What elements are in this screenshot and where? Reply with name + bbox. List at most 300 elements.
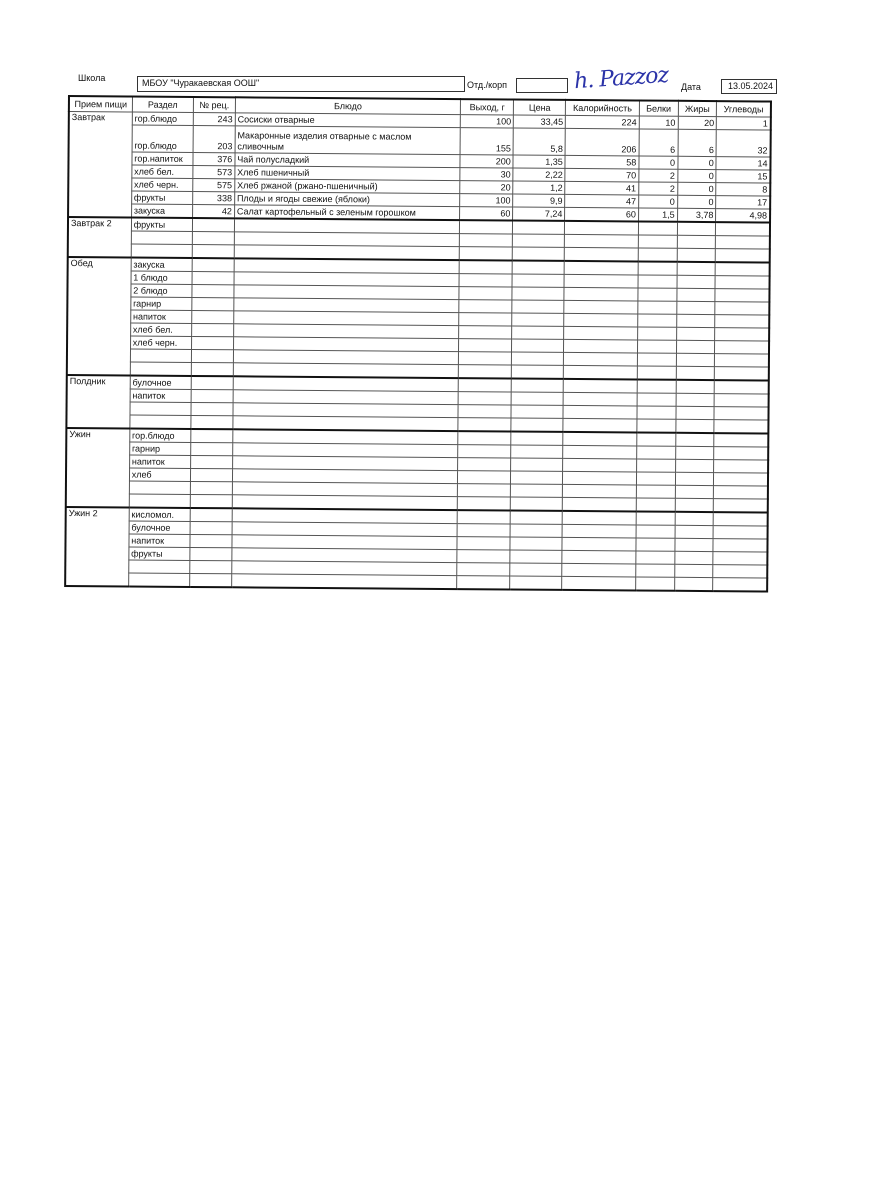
protein-cell xyxy=(636,498,675,512)
carbs-cell xyxy=(713,526,767,539)
protein-cell xyxy=(636,485,675,498)
section-cell: фрукты xyxy=(129,547,190,560)
section-cell: гарнир xyxy=(131,297,192,310)
col-header-output: Выход, г xyxy=(461,99,514,115)
price-cell xyxy=(512,365,564,379)
output-cell xyxy=(458,378,511,392)
price-cell: 7,24 xyxy=(513,207,565,221)
carbs-cell xyxy=(715,341,769,354)
price-cell xyxy=(512,287,564,300)
dish-cell: Макаронные изделия отварные с маслом сливочным xyxy=(235,126,461,155)
carbs-cell xyxy=(715,315,769,328)
calories-cell xyxy=(562,524,636,538)
carbs-cell: 32 xyxy=(716,130,770,157)
section-cell: 1 блюдо xyxy=(131,271,192,284)
protein-cell xyxy=(635,577,674,591)
department-field[interactable] xyxy=(516,78,568,93)
recipe-number-cell xyxy=(190,481,232,494)
col-header-section: Раздел xyxy=(132,97,193,113)
protein-cell xyxy=(638,275,677,288)
price-cell: 2,22 xyxy=(513,168,565,181)
section-cell: фрукты xyxy=(131,191,192,204)
school-label: Школа xyxy=(78,73,106,83)
fat-cell xyxy=(677,248,716,262)
col-header-dish: Блюдо xyxy=(235,97,461,114)
fat-cell xyxy=(677,262,716,276)
fat-cell xyxy=(676,366,715,380)
recipe-number-cell xyxy=(190,573,232,587)
fat-cell xyxy=(674,551,713,564)
recipe-number-cell xyxy=(192,231,234,244)
protein-cell xyxy=(638,221,677,235)
price-cell xyxy=(511,431,563,445)
fat-cell xyxy=(675,538,714,551)
protein-cell xyxy=(636,564,675,577)
section-cell: фрукты xyxy=(131,218,192,232)
price-cell: 33,45 xyxy=(514,115,566,128)
recipe-number-cell xyxy=(190,521,232,534)
fat-cell xyxy=(676,327,715,340)
dish-cell xyxy=(231,574,457,589)
price-cell xyxy=(511,497,563,511)
output-cell: 100 xyxy=(461,115,514,128)
section-cell xyxy=(131,244,192,258)
recipe-number-cell xyxy=(192,244,234,258)
output-cell xyxy=(459,300,512,313)
calories-cell xyxy=(564,339,638,353)
dish-cell: Плоды и ягоды свежие (яблоки) xyxy=(234,192,460,207)
calories-cell xyxy=(563,497,637,511)
fat-cell xyxy=(676,340,715,353)
calories-cell: 41 xyxy=(565,181,639,195)
section-cell: напиток xyxy=(130,389,191,402)
dish-cell: Салат картофельный с зеленым горошком xyxy=(234,205,460,220)
fat-cell xyxy=(675,498,714,512)
fat-cell xyxy=(677,222,716,236)
recipe-number-cell xyxy=(191,415,233,429)
recipe-number-cell xyxy=(191,376,233,390)
calories-cell xyxy=(563,471,637,485)
dish-cell: Сосиски отварные xyxy=(235,113,461,128)
calories-cell xyxy=(565,234,639,248)
calories-cell: 224 xyxy=(566,115,640,129)
calories-cell xyxy=(564,261,638,275)
output-cell xyxy=(458,392,511,405)
fat-cell xyxy=(676,301,715,314)
output-cell xyxy=(459,339,512,352)
protein-cell xyxy=(638,261,677,275)
calories-cell: 47 xyxy=(565,194,639,208)
output-cell: 100 xyxy=(460,194,513,207)
section-cell xyxy=(128,560,189,573)
price-cell xyxy=(511,471,563,484)
protein-cell xyxy=(636,551,675,564)
output-cell: 30 xyxy=(460,168,513,181)
output-cell xyxy=(457,550,510,563)
fat-cell xyxy=(675,485,714,498)
date-label: Дата xyxy=(681,82,701,92)
recipe-number-cell: 243 xyxy=(193,112,235,125)
carbs-cell: 8 xyxy=(716,183,770,196)
col-header-meal: Прием пищи xyxy=(69,96,132,112)
recipe-number-cell xyxy=(192,323,234,336)
section-cell xyxy=(130,415,191,429)
recipe-number-cell xyxy=(190,547,232,560)
price-cell xyxy=(513,220,565,234)
protein-cell xyxy=(637,419,676,433)
recipe-number-cell xyxy=(190,468,232,481)
recipe-number-cell xyxy=(192,271,234,284)
fat-cell xyxy=(675,512,714,526)
fat-cell xyxy=(676,380,715,394)
fat-cell xyxy=(675,525,714,538)
calories-cell xyxy=(564,300,638,314)
carbs-cell xyxy=(715,328,769,341)
carbs-cell xyxy=(715,302,769,315)
price-cell xyxy=(510,563,562,576)
output-cell xyxy=(459,274,512,287)
fat-cell: 0 xyxy=(677,169,716,182)
price-cell xyxy=(513,234,565,247)
col-header-calories: Калорийность xyxy=(566,100,640,116)
carbs-cell: 15 xyxy=(716,170,770,183)
recipe-number-cell xyxy=(191,349,233,362)
protein-cell xyxy=(636,511,675,525)
section-cell: хлеб бел. xyxy=(132,165,193,178)
fat-cell: 0 xyxy=(678,156,717,169)
recipe-number-cell xyxy=(192,218,234,232)
recipe-number-cell xyxy=(191,442,233,455)
price-cell xyxy=(512,326,564,339)
carbs-cell xyxy=(716,236,770,249)
output-cell xyxy=(458,471,511,484)
recipe-number-cell xyxy=(191,336,233,349)
section-cell: гор.напиток xyxy=(132,152,193,165)
output-cell: 200 xyxy=(460,155,513,168)
meal-name-cell: Полдник xyxy=(66,375,130,428)
carbs-cell xyxy=(714,394,768,407)
section-cell: булочное xyxy=(129,521,190,534)
protein-cell xyxy=(636,525,675,538)
calories-cell xyxy=(563,405,637,419)
carbs-cell xyxy=(715,367,769,381)
protein-cell: 2 xyxy=(639,182,678,195)
output-cell xyxy=(458,431,511,445)
department-label: Отд./корп xyxy=(467,80,507,90)
price-cell xyxy=(511,484,563,497)
recipe-number-cell xyxy=(192,310,234,323)
calories-cell xyxy=(564,379,638,393)
recipe-number-cell xyxy=(192,297,234,310)
section-cell: гор.блюдо xyxy=(132,112,193,125)
carbs-cell xyxy=(714,473,768,486)
protein-cell xyxy=(637,327,676,340)
section-cell: хлеб черн. xyxy=(131,178,192,191)
calories-cell: 206 xyxy=(565,128,639,156)
protein-cell: 10 xyxy=(639,116,678,129)
recipe-number-cell xyxy=(192,284,234,297)
calories-cell xyxy=(564,274,638,288)
recipe-number-cell xyxy=(191,429,233,443)
fat-cell xyxy=(675,433,714,447)
price-cell xyxy=(513,247,565,261)
calories-cell: 60 xyxy=(565,207,639,221)
output-cell xyxy=(457,576,510,590)
recipe-number-cell xyxy=(190,508,232,522)
protein-cell: 2 xyxy=(639,169,678,182)
carbs-cell xyxy=(713,539,767,552)
output-cell xyxy=(459,326,512,339)
price-cell xyxy=(512,274,564,287)
dish-cell: Хлеб пшеничный xyxy=(235,166,461,181)
calories-cell xyxy=(564,365,638,379)
protein-cell xyxy=(636,446,675,459)
meal-name-cell: Завтрак 2 xyxy=(68,217,132,257)
calories-cell xyxy=(564,313,638,327)
recipe-number-cell: 575 xyxy=(193,178,235,191)
output-cell xyxy=(458,405,511,418)
calories-cell xyxy=(564,352,638,366)
carbs-cell xyxy=(714,486,768,499)
protein-cell xyxy=(636,459,675,472)
fat-cell xyxy=(674,577,713,591)
section-cell: хлеб бел. xyxy=(130,323,191,336)
section-cell xyxy=(130,362,191,376)
date-field[interactable]: 13.05.2024 xyxy=(721,79,777,94)
section-cell: напиток xyxy=(129,534,190,547)
meal-name-cell: Ужин 2 xyxy=(65,507,129,586)
price-cell: 9,9 xyxy=(513,194,565,207)
col-header-protein: Белки xyxy=(639,100,678,116)
price-cell xyxy=(512,352,564,365)
section-cell: кисломол. xyxy=(129,507,190,521)
carbs-cell xyxy=(714,420,768,434)
protein-cell: 0 xyxy=(639,156,678,169)
menu-table xyxy=(64,95,772,593)
protein-cell xyxy=(637,366,676,380)
output-cell xyxy=(458,445,511,458)
section-cell: закуска xyxy=(131,257,192,271)
carbs-cell xyxy=(715,380,769,394)
output-cell xyxy=(458,497,511,511)
section-cell: гор.блюдо xyxy=(132,125,193,152)
fat-cell xyxy=(676,393,715,406)
carbs-cell xyxy=(714,460,768,473)
section-cell xyxy=(128,573,189,587)
output-cell xyxy=(459,260,512,274)
output-cell xyxy=(459,352,512,365)
section-cell xyxy=(131,231,192,244)
price-cell xyxy=(511,445,563,458)
col-header-fat: Жиры xyxy=(678,101,717,117)
output-cell xyxy=(459,365,512,379)
protein-cell: 1,5 xyxy=(638,208,677,222)
recipe-number-cell xyxy=(190,494,232,508)
section-cell xyxy=(129,481,190,494)
fat-cell: 3,78 xyxy=(677,208,716,222)
protein-cell xyxy=(638,248,677,262)
protein-cell xyxy=(637,340,676,353)
carbs-cell: 4,98 xyxy=(716,209,770,223)
section-cell: закуска xyxy=(131,204,192,218)
fat-cell xyxy=(675,459,714,472)
output-cell: 20 xyxy=(460,181,513,194)
fat-cell xyxy=(675,472,714,485)
price-cell xyxy=(511,405,563,418)
calories-cell: 70 xyxy=(565,168,639,182)
protein-cell xyxy=(638,235,677,248)
col-header-price: Цена xyxy=(514,100,566,116)
section-cell: напиток xyxy=(130,310,191,323)
recipe-number-cell: 42 xyxy=(193,204,235,218)
section-cell: булочное xyxy=(130,375,191,389)
carbs-cell xyxy=(715,289,769,302)
signature: h. Pazzoz xyxy=(573,62,669,95)
output-cell xyxy=(458,418,511,432)
output-cell: 60 xyxy=(460,207,513,221)
output-cell xyxy=(458,458,511,471)
fat-cell xyxy=(676,288,715,301)
price-cell xyxy=(512,339,564,352)
calories-cell xyxy=(563,511,637,525)
calories-cell xyxy=(565,221,639,235)
calories-cell xyxy=(564,287,638,301)
calories-cell xyxy=(563,445,637,459)
output-cell xyxy=(457,537,510,550)
fat-cell xyxy=(677,235,716,248)
fat-cell xyxy=(677,275,716,288)
carbs-cell xyxy=(713,578,767,592)
section-cell: гарнир xyxy=(129,442,190,455)
meal-name-cell: Обед xyxy=(67,257,131,375)
dish-cell: Чай полусладкий xyxy=(235,153,461,168)
carbs-cell: 1 xyxy=(717,117,771,130)
carbs-cell xyxy=(713,565,767,578)
section-cell: хлеб xyxy=(129,468,190,481)
output-cell xyxy=(458,484,511,497)
fat-cell: 0 xyxy=(677,182,716,195)
carbs-cell: 17 xyxy=(716,196,770,209)
recipe-number-cell xyxy=(191,455,233,468)
section-cell: хлеб черн. xyxy=(130,336,191,349)
fat-cell: 20 xyxy=(678,116,717,129)
school-field[interactable]: МБОУ "Чуракаевская ООШ" xyxy=(137,76,465,92)
calories-cell xyxy=(563,458,637,472)
output-cell xyxy=(459,247,512,261)
price-cell xyxy=(510,510,562,524)
price-cell xyxy=(511,418,563,432)
recipe-number-cell: 573 xyxy=(193,165,235,178)
protein-cell xyxy=(636,472,675,485)
price-cell xyxy=(512,300,564,313)
protein-cell xyxy=(637,379,676,393)
price-cell: 1,35 xyxy=(513,155,565,168)
fat-cell xyxy=(676,314,715,327)
recipe-number-cell: 376 xyxy=(193,152,235,165)
protein-cell xyxy=(637,353,676,366)
carbs-cell xyxy=(714,499,768,513)
recipe-number-cell xyxy=(191,402,233,415)
carbs-cell: 14 xyxy=(716,157,770,170)
recipe-number-cell xyxy=(191,362,233,376)
calories-cell xyxy=(563,432,637,446)
section-cell: напиток xyxy=(129,455,190,468)
carbs-cell xyxy=(714,407,768,420)
protein-cell xyxy=(638,301,677,314)
section-cell: 2 блюдо xyxy=(131,284,192,297)
carbs-cell xyxy=(715,354,769,367)
calories-cell xyxy=(563,484,637,498)
fat-cell xyxy=(676,406,715,419)
calories-cell: 58 xyxy=(565,155,639,169)
recipe-number-cell: 203 xyxy=(193,125,235,152)
calories-cell xyxy=(563,392,637,406)
dish-cell: Хлеб ржаной (ржано-пшеничный) xyxy=(235,179,461,194)
output-cell xyxy=(460,220,513,234)
price-cell: 5,8 xyxy=(513,128,565,155)
protein-cell xyxy=(637,432,676,446)
carbs-cell xyxy=(713,512,767,526)
section-cell xyxy=(129,494,190,508)
calories-cell xyxy=(562,537,636,551)
output-cell xyxy=(457,510,510,524)
price-cell xyxy=(512,313,564,326)
recipe-number-cell xyxy=(191,389,233,402)
recipe-number-cell xyxy=(190,560,232,573)
fat-cell xyxy=(675,419,714,433)
meal-name-cell: Ужин xyxy=(66,428,130,507)
carbs-cell xyxy=(716,249,770,263)
output-cell xyxy=(459,313,512,326)
price-cell xyxy=(512,260,564,274)
carbs-cell xyxy=(713,552,767,565)
price-cell xyxy=(510,576,562,590)
price-cell xyxy=(510,524,562,537)
recipe-number-cell: 338 xyxy=(193,191,235,204)
col-header-carbs: Углеводы xyxy=(717,101,771,117)
recipe-number-cell xyxy=(190,534,232,547)
fat-cell: 6 xyxy=(678,129,717,156)
output-cell xyxy=(457,563,510,576)
protein-cell: 0 xyxy=(638,195,677,208)
protein-cell xyxy=(638,288,677,301)
output-cell: 155 xyxy=(460,128,513,155)
calories-cell xyxy=(562,576,636,590)
meal-name-cell: Завтрак xyxy=(68,112,132,218)
price-cell xyxy=(511,458,563,471)
output-cell xyxy=(457,524,510,537)
fat-cell xyxy=(675,446,714,459)
col-header-recipe: № рец. xyxy=(193,97,235,113)
price-cell xyxy=(511,392,563,405)
fat-cell: 0 xyxy=(677,195,716,208)
section-cell xyxy=(130,402,191,415)
section-cell: гор.блюдо xyxy=(130,428,191,442)
calories-cell xyxy=(562,550,636,564)
calories-cell xyxy=(562,563,636,577)
protein-cell xyxy=(638,314,677,327)
carbs-cell xyxy=(715,262,769,276)
carbs-cell xyxy=(716,222,770,236)
protein-cell xyxy=(636,538,675,551)
protein-cell xyxy=(637,406,676,419)
calories-cell xyxy=(564,326,638,340)
carbs-cell xyxy=(714,433,768,447)
fat-cell xyxy=(674,564,713,577)
fat-cell xyxy=(676,353,715,366)
output-cell xyxy=(459,287,512,300)
price-cell xyxy=(510,550,562,563)
